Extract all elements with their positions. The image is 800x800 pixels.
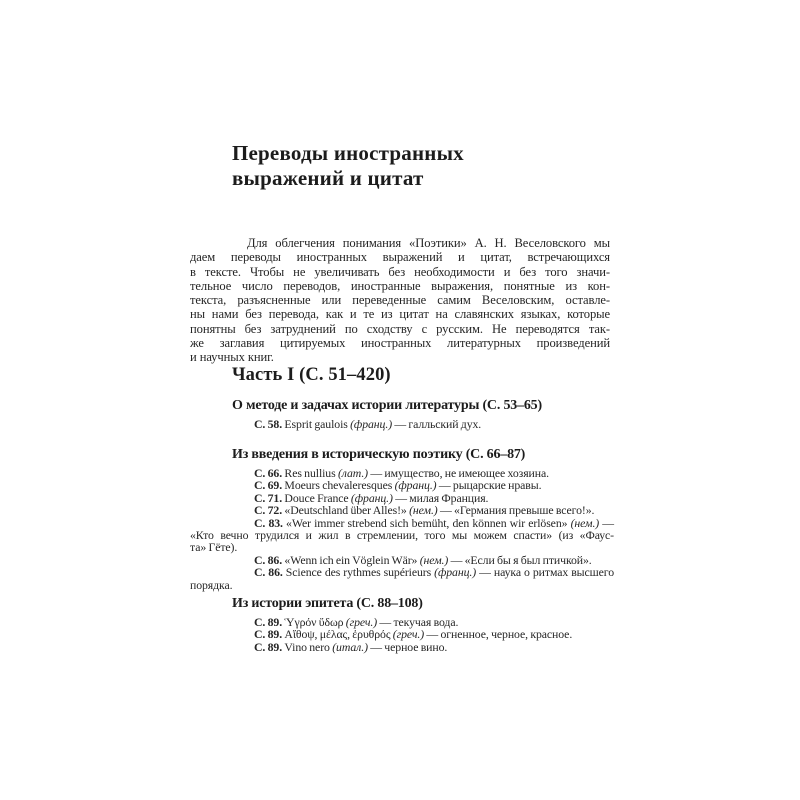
entry-text: — — [599, 515, 614, 530]
entry-text: — «Если бы я был птичкой». — [448, 552, 592, 567]
language-label: (франц.) — [350, 490, 393, 505]
entry-text: — черное вино. — [367, 639, 448, 654]
part-heading: Часть I (С. 51–420) — [232, 365, 391, 385]
entry-text: — рыцарские нравы. — [436, 478, 542, 493]
entry-text: Vino nero — [282, 639, 333, 654]
page-ref: С. 89. — [254, 627, 283, 642]
glossary-section — [190, 397, 614, 430]
entry-text: «Wenn ich ein Vöglein Wär» — [282, 552, 420, 567]
language-label: (лат.) — [337, 466, 369, 480]
section-heading: Из введения в историческую поэтику (С. 66–87) — [232, 447, 526, 462]
section-entries — [190, 467, 614, 591]
entry-text: — огненное, черное, красное. — [424, 627, 573, 642]
language-label: (нем.) — [570, 515, 600, 530]
entry-text: Esprit gaulois — [282, 417, 351, 431]
entry-text: — «Германия превыше всего!». — [437, 503, 595, 518]
entry-text: Res nullius — [282, 466, 338, 480]
text-line: даем переводы иностранных выражений и цитат, встречающихся — [190, 250, 610, 265]
text-line: ны нами без перевода, как и те из цитат на славянских языках, которые — [190, 307, 610, 322]
glossary-entry — [190, 418, 614, 430]
text-line — [190, 641, 614, 653]
text-line — [190, 418, 614, 430]
entry-text: Ὑγρόν ὕδωρ — [282, 615, 346, 629]
entry-text: порядка. — [190, 577, 233, 592]
text-line: в тексте. Чтобы не увеличивать без необходимости и без того значи- — [190, 264, 610, 279]
page-ref: С. 69. — [254, 478, 283, 493]
entry-text: — текучая вода. — [377, 615, 459, 629]
text-line: тельное число переводов, иностранные выражения, понятные из кон- — [190, 278, 610, 293]
page-title — [232, 141, 464, 191]
page-ref: С. 89. — [254, 615, 283, 629]
language-label: (итал.) — [332, 639, 368, 654]
page-ref: С. 58. — [254, 417, 283, 431]
page-title-line: выражений и цитат — [232, 166, 424, 190]
intro-paragraph — [190, 236, 610, 365]
page-ref: С. 71. — [254, 490, 283, 505]
section-heading: О методе и задачах истории литературы (С. 53–65) — [232, 398, 542, 413]
entry-text: «Deutschland über Alles!» — [282, 503, 410, 518]
language-label: (франц.) — [350, 417, 393, 431]
page-ref: С. 66. — [254, 466, 283, 480]
text-line: и научных книг. — [190, 350, 274, 365]
text-line — [190, 529, 614, 541]
glossary-section — [190, 446, 614, 591]
section-entries — [190, 616, 614, 653]
page-ref: С. 86. — [254, 552, 283, 567]
page-ref: С. 89. — [254, 639, 283, 654]
entry-text: та» Гёте). — [190, 540, 238, 555]
language-label: (франц.) — [434, 565, 477, 580]
language-label: (нем.) — [409, 503, 438, 518]
text-line — [190, 566, 614, 578]
text-line — [190, 579, 614, 591]
glossary-entry — [190, 641, 614, 653]
language-label: (франц.) — [394, 478, 437, 493]
text-line: текста, разъясненные или переведенные самим Веселовским, оставле- — [190, 293, 610, 308]
entry-text: — имущество, не имеющее хозяина. — [368, 466, 549, 480]
page-ref: С. 83. — [254, 515, 283, 530]
language-label: (греч.) — [345, 615, 378, 629]
text-line: Для облегчения понимания «Поэтики» А. Н. Веселовского мы — [247, 236, 610, 250]
page-ref: С. 86. — [254, 565, 283, 580]
entry-text: «Wer immer strebend sich bemüht, den können wir erlösen» — [282, 515, 571, 530]
page-ref: С. 72. — [254, 503, 283, 518]
text-line: понятны без затруднений по сходству с русским. Не переводятся так- — [190, 321, 610, 336]
entry-text: Moeurs chevaleresques — [282, 478, 395, 493]
entry-text: — наука о ритмах высшего — [476, 565, 614, 580]
language-label: (греч.) — [392, 627, 425, 642]
section-entries — [190, 418, 614, 430]
page-title-line: Переводы иностранных — [232, 141, 464, 165]
entry-text: Douce France — [282, 490, 351, 505]
glossary-section — [190, 595, 614, 653]
text-line: же заглавия цитируемых иностранных литературных произведений — [190, 336, 610, 351]
entry-text: Αἴθοψ, μέλας, ἐρυθρός — [282, 627, 393, 642]
entry-text: — галльский дух. — [392, 417, 482, 431]
glossary-entry — [190, 566, 614, 591]
language-label: (нем.) — [419, 552, 449, 567]
entry-text: Science des rythmes supérieurs — [282, 565, 435, 580]
entry-text: — милая Франция. — [392, 490, 489, 505]
glossary-entry — [190, 517, 614, 554]
section-heading: Из истории эпитета (С. 88–108) — [232, 596, 423, 611]
entry-text: «Кто вечно трудился и жил в стремлении, того мы можем спасти» (из «Фаус- — [190, 528, 614, 543]
